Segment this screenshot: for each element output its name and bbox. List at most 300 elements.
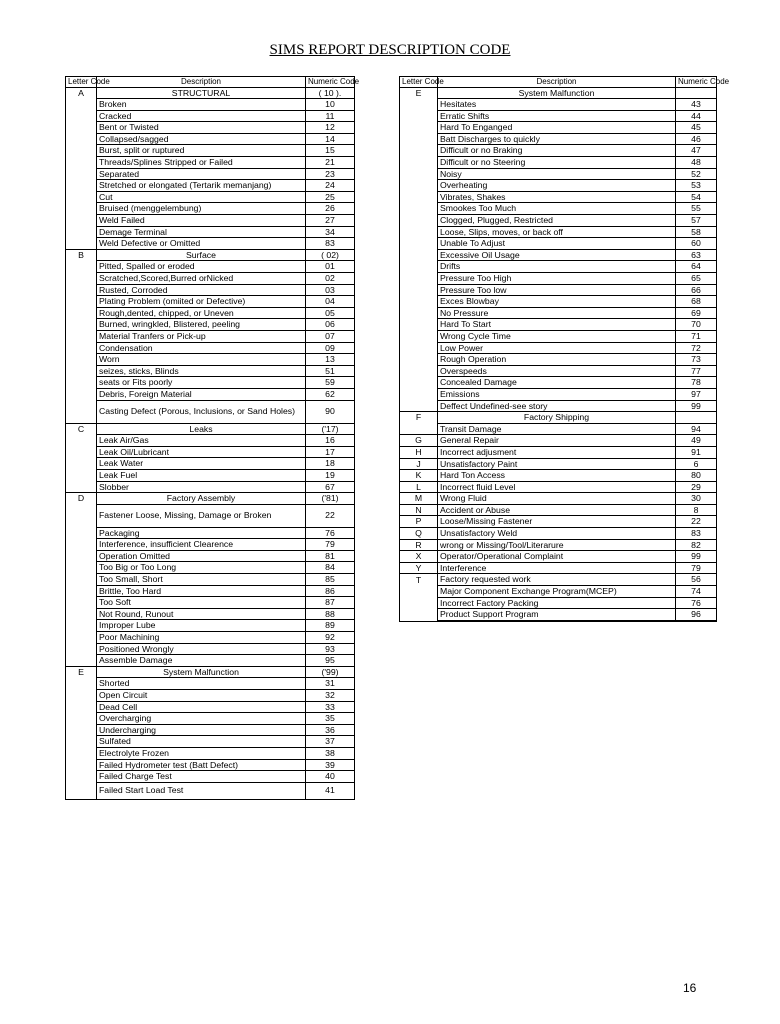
description-cell: Cracked [97,110,306,122]
table-header-row [400,77,717,88]
table-row [400,191,717,203]
numeric-code-cell: 91 [676,446,717,458]
letter-code-cell [66,110,97,122]
table-row [66,354,355,366]
table-row [400,261,717,273]
description-cell: Smookes Too Much [438,203,676,215]
letter-code-cell [66,180,97,192]
numeric-code-cell: 44 [676,110,717,122]
numeric-code-cell: 99 [676,400,717,412]
numeric-code-cell: 48 [676,157,717,169]
numeric-code-cell: 05 [306,307,355,319]
letter-code-cell [66,273,97,285]
description-cell: Transit Damage [438,423,676,435]
description-cell: Threads/Splines Stripped or Failed [97,157,306,169]
numeric-code-cell: 13 [306,354,355,366]
description-cell: Electrolyte Frozen [97,747,306,759]
description-cell: Overspeeds [438,365,676,377]
section-row [400,481,717,493]
description-cell: Interference, insufficient Clearence [97,539,306,551]
description-cell: Rough Operation [438,354,676,366]
letter-code-cell [400,284,438,296]
description-cell: Difficult or no Steering [438,157,676,169]
letter-code-cell [66,296,97,308]
description-cell: Plating Problem (omiited or Defective) [97,296,306,308]
letter-code-cell [400,133,438,145]
table-row [66,330,355,342]
table-row [400,388,717,400]
numeric-code-cell: 16 [306,435,355,447]
table-row [66,168,355,180]
numeric-code-cell [676,87,717,99]
table-row [66,388,355,400]
numeric-code-cell: 40 [306,771,355,783]
table-row [66,481,355,493]
description-cell: Interference [438,562,676,574]
section-row [66,666,355,678]
numeric-code-cell: 38 [306,747,355,759]
description-cell: Excessive Oil Usage [438,249,676,261]
numeric-code-cell: 19 [306,469,355,481]
page-title: SIMS REPORT DESCRIPTION CODE [269,42,511,58]
letter-code-cell [66,377,97,389]
table-row [400,203,717,215]
numeric-code-cell: 53 [676,180,717,192]
description-cell: Product Support Program [438,609,676,621]
numeric-code-cell: 92 [306,632,355,644]
letter-code-cell: H [400,446,438,458]
table-row [400,620,717,621]
numeric-code-cell: 46 [676,133,717,145]
letter-code-cell: E [66,666,97,678]
letter-code-cell [66,701,97,713]
letter-code-cell: T [400,574,438,586]
numeric-code-cell: 58 [676,226,717,238]
letter-code-cell: F [400,412,438,424]
letter-code-cell [400,400,438,412]
numeric-code-cell: 22 [306,504,355,527]
letter-code-cell: X [400,551,438,563]
letter-code-cell [66,330,97,342]
description-cell: Pressure Too low [438,284,676,296]
table-row [66,574,355,586]
numeric-code-cell: 78 [676,377,717,389]
table-row [400,133,717,145]
section-row [400,446,717,458]
description-cell: Leaks [97,423,306,435]
description-cell: Slobber [97,481,306,493]
description-cell: Loose, Slips, moves, or back off [438,226,676,238]
description-cell: Dead Cell [97,701,306,713]
numeric-code-cell: 8 [676,504,717,516]
table-row [66,122,355,134]
description-cell: Broken [97,99,306,111]
numeric-code-cell: 36 [306,724,355,736]
numeric-code-cell: 99 [676,551,717,563]
numeric-code-cell: 66 [676,284,717,296]
description-cell: Pitted, Spalled or eroded [97,261,306,273]
description-cell: No Pressure [438,307,676,319]
right-code-table [399,76,730,622]
description-cell: Unsatisfactory Weld [438,528,676,540]
numeric-code-cell: 18 [306,458,355,470]
table-row [66,469,355,481]
table-row [400,296,717,308]
numeric-code-cell: 84 [306,562,355,574]
letter-code-cell [66,771,97,783]
description-cell: Overcharging [97,713,306,725]
description-cell: Demage Terminal [97,226,306,238]
numeric-code-cell: 41 [306,782,355,799]
table-row [400,249,717,261]
table-row [400,226,717,238]
description-cell: Loose/Missing Fastener [438,516,676,528]
section-row [66,249,355,261]
letter-code-cell [66,284,97,296]
letter-code-cell [400,354,438,366]
section-row [400,412,717,424]
numeric-code-cell: 45 [676,122,717,134]
table-row [66,539,355,551]
description-cell: Factory Shipping [438,412,676,424]
numeric-code-cell: 43 [676,99,717,111]
numeric-code-cell: 97 [676,388,717,400]
description-cell: Shorted [97,678,306,690]
numeric-code-cell: 51 [306,365,355,377]
letter-code-cell [66,655,97,667]
section-row [66,423,355,435]
letter-code-cell [400,110,438,122]
table-row [66,736,355,748]
numeric-code-cell: 89 [306,620,355,632]
letter-code-cell [66,122,97,134]
table-row [66,655,355,667]
table-row [66,747,355,759]
description-cell: seizes, sticks, Blinds [97,365,306,377]
letter-code-cell [400,365,438,377]
letter-code-cell [66,759,97,771]
section-row [400,562,717,574]
description-cell: Overheating [438,180,676,192]
section-row [400,551,717,563]
table-row [400,157,717,169]
letter-code-cell [400,99,438,111]
letter-code-cell [66,319,97,331]
table-row [400,330,717,342]
description-cell: Bruised (menggelembung) [97,203,306,215]
letter-code-cell [66,168,97,180]
numeric-code-cell: 74 [676,586,717,598]
numeric-code-cell: 6 [676,458,717,470]
numeric-code-cell: 35 [306,713,355,725]
letter-code-cell [400,226,438,238]
table-row [66,701,355,713]
numeric-code-cell: 33 [306,701,355,713]
letter-code-cell [400,157,438,169]
numeric-code-cell: 21 [306,157,355,169]
description-cell: Stretched or elongated (Tertarik memanjang) [97,180,306,192]
numeric-code-cell: 23 [306,168,355,180]
table-row [66,203,355,215]
table-row [66,157,355,169]
table-row [66,99,355,111]
letter-code-cell: N [400,504,438,516]
section-row [400,539,717,551]
table-row [66,724,355,736]
page-number: 16 [683,981,697,995]
letter-code-cell [400,215,438,227]
description-cell: seats or Fits poorly [97,377,306,389]
table-row [66,435,355,447]
letter-code-cell [400,249,438,261]
letter-code-cell [400,261,438,273]
table-row [400,99,717,111]
letter-code-cell [400,609,438,621]
numeric-code-cell: 81 [306,550,355,562]
table-row [66,261,355,273]
table-row [400,377,717,389]
description-cell: Deffect Undefined-see story [438,400,676,412]
numeric-code-cell: 87 [306,597,355,609]
letter-code-cell [66,678,97,690]
description-cell: Bent or Twisted [97,122,306,134]
description-cell: STRUCTURAL [97,87,306,99]
letter-code-cell: G [400,435,438,447]
table-row [66,458,355,470]
table-row [400,215,717,227]
table-row [66,446,355,458]
table-row [66,307,355,319]
table-row [400,342,717,354]
letter-code-cell [66,365,97,377]
description-cell: Packaging [97,527,306,539]
description-cell: Material Tranfers or Pick-up [97,330,306,342]
description-cell: Incorrect adjusment [438,446,676,458]
letter-code-cell: J [400,458,438,470]
letter-code-cell [66,539,97,551]
letter-code-cell: B [66,249,97,261]
numeric-code-cell: 64 [676,261,717,273]
letter-code-cell [66,620,97,632]
numeric-code-cell: ('81) [306,493,355,505]
table-row [400,597,717,609]
letter-code-cell [66,388,97,400]
description-cell: Concealed Damage [438,377,676,389]
description-cell: Brittle, Too Hard [97,585,306,597]
numeric-code-cell: 31 [306,678,355,690]
numeric-code-cell: 60 [676,238,717,250]
letter-code-cell [66,145,97,157]
letter-code-cell [400,191,438,203]
description-cell: Too Soft [97,597,306,609]
table-row [400,273,717,285]
table-row [66,713,355,725]
description-cell: Positioned Wrongly [97,643,306,655]
description-cell: System Malfunction [438,87,676,99]
letter-code-cell [400,203,438,215]
table-row [400,110,717,122]
table-row [66,342,355,354]
description-cell: Leak Oil/Lubricant [97,446,306,458]
letter-code-cell [66,446,97,458]
table-row [66,782,355,799]
numeric-code-cell: 09 [306,342,355,354]
description-cell: Incorrect Factory Packing [438,597,676,609]
numeric-code-cell: 34 [306,226,355,238]
letter-code-cell [66,632,97,644]
table-row [66,319,355,331]
numeric-code-cell: 83 [306,238,355,250]
left-code-table [65,76,360,800]
numeric-code-cell: ('99) [306,666,355,678]
table-row [66,365,355,377]
letter-code-cell [400,273,438,285]
letter-code-header: Letter Code [400,77,438,88]
description-cell: Hard To Start [438,319,676,331]
description-cell: wrong or Missing/Tool/Literarure [438,539,676,551]
section-row [400,493,717,505]
description-cell: Failed Charge Test [97,771,306,783]
description-cell: Too Small, Short [97,574,306,586]
description-cell: Weld Defective or Omitted [97,238,306,250]
description-cell: General Repair [438,435,676,447]
table-row [400,319,717,331]
table-row [66,238,355,250]
numeric-code-cell: 88 [306,608,355,620]
description-cell: Major Component Exchange Program(MCEP) [438,586,676,598]
letter-code-cell [66,215,97,227]
letter-code-cell [66,574,97,586]
description-cell: Casting Defect (Porous, Inclusions, or Sand Holes) [97,400,306,423]
description-cell: Hard Ton Access [438,470,676,482]
description-cell: Collapsed/sagged [97,133,306,145]
letter-code-cell [400,319,438,331]
description-cell: Operator/Operational Complaint [438,551,676,563]
letter-code-cell [400,122,438,134]
letter-code-cell [66,226,97,238]
letter-code-cell [66,469,97,481]
numeric-code-cell: 79 [676,562,717,574]
table-row [66,759,355,771]
table-row [400,354,717,366]
letter-code-cell [66,400,97,423]
section-row [400,528,717,540]
table-row [66,215,355,227]
letter-code-cell [400,168,438,180]
numeric-code-cell: 14 [306,133,355,145]
table-row [400,284,717,296]
numeric-code-cell: 03 [306,284,355,296]
letter-code-cell [66,354,97,366]
description-cell: Erratic Shifts [438,110,676,122]
letter-code-cell [66,481,97,493]
description-cell: Fastener Loose, Missing, Damage or Broken [97,504,306,527]
table-row [66,273,355,285]
description-cell [438,620,676,621]
table-row [400,423,717,435]
numeric-code-cell: 54 [676,191,717,203]
description-cell: Clogged, Plugged, Restricted [438,215,676,227]
numeric-code-cell: 01 [306,261,355,273]
numeric-code-cell: ( 02) [306,249,355,261]
table-row [66,296,355,308]
letter-code-cell [66,782,97,799]
numeric-code-cell: 47 [676,145,717,157]
letter-code-cell: L [400,481,438,493]
table-row [66,133,355,145]
letter-code-cell [66,238,97,250]
numeric-code-header: Numeric Code [306,77,355,88]
letter-code-cell [400,180,438,192]
description-cell: Exces Blowbay [438,296,676,308]
description-cell: Burst, split or ruptured [97,145,306,157]
description-cell: Undercharging [97,724,306,736]
description-cell: Cut [97,191,306,203]
numeric-code-cell: 69 [676,307,717,319]
numeric-code-cell: 27 [306,215,355,227]
description-cell: Factory requested work [438,574,676,586]
letter-code-cell: A [66,87,97,99]
numeric-code-cell: 73 [676,354,717,366]
table-row [400,180,717,192]
letter-code-cell [66,608,97,620]
description-cell: Weld Failed [97,215,306,227]
numeric-code-cell: 67 [306,481,355,493]
section-row [66,87,355,99]
numeric-code-cell: 95 [306,655,355,667]
numeric-code-cell: 90 [306,400,355,423]
numeric-code-cell [676,620,717,621]
section-row [400,470,717,482]
description-cell: Operation Omitted [97,550,306,562]
numeric-code-cell: 17 [306,446,355,458]
numeric-code-cell: 94 [676,423,717,435]
letter-code-cell: C [66,423,97,435]
description-cell: Worn [97,354,306,366]
table-row [66,690,355,702]
description-cell: Wrong Cycle Time [438,330,676,342]
letter-code-cell [66,597,97,609]
table-row [400,400,717,412]
numeric-code-cell: 11 [306,110,355,122]
description-cell: Factory Assembly [97,493,306,505]
letter-code-cell [66,458,97,470]
description-cell: Unsatisfactory Paint [438,458,676,470]
letter-code-cell [66,191,97,203]
numeric-code-cell: 77 [676,365,717,377]
numeric-code-cell: 56 [676,574,717,586]
numeric-code-cell: 62 [306,388,355,400]
description-cell: Improper Lube [97,620,306,632]
section-row [400,458,717,470]
numeric-code-cell: 26 [306,203,355,215]
letter-code-cell [400,597,438,609]
description-cell: Pressure Too High [438,273,676,285]
letter-code-cell [66,585,97,597]
numeric-code-cell: 29 [676,481,717,493]
numeric-code-cell: 96 [676,609,717,621]
letter-code-cell: P [400,516,438,528]
numeric-code-cell: 93 [306,643,355,655]
numeric-code-cell: 83 [676,528,717,540]
letter-code-cell [66,713,97,725]
numeric-code-cell: 82 [676,539,717,551]
numeric-code-cell: 07 [306,330,355,342]
table-row [400,586,717,598]
table-row [66,145,355,157]
letter-code-cell [400,145,438,157]
letter-code-cell: D [66,493,97,505]
